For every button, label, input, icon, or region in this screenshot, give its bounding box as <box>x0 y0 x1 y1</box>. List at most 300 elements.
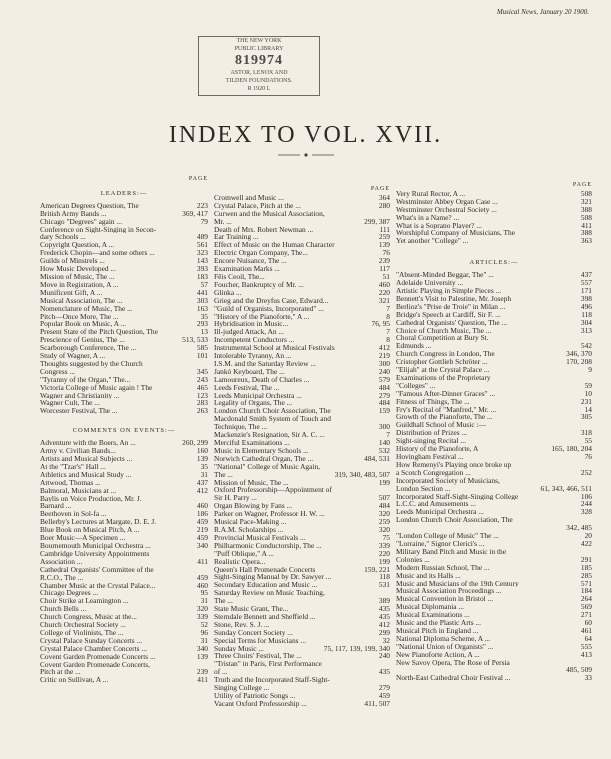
stamp-line-5: R 1920 L <box>247 86 271 92</box>
index-entry <box>396 222 592 230</box>
index-entry <box>40 407 208 415</box>
entry-title: Edmunds ... <box>396 342 432 351</box>
index-entry <box>214 447 390 455</box>
entry-title: Philharmonic Conductorship, The ... <box>214 541 322 550</box>
entry-page: 7 <box>386 431 390 439</box>
page-title: INDEX TO VOL. XVII. <box>168 122 443 148</box>
entry-page: 139 <box>196 455 208 463</box>
entry-title: Bournemouth Municipal Orchestra ... <box>40 541 151 550</box>
index-entry <box>396 674 592 682</box>
entry-title: College of Violinists, The ... <box>40 628 124 637</box>
entry-page: 159 <box>378 407 390 416</box>
entry-page: 412 <box>378 344 390 353</box>
entry-page <box>589 421 592 429</box>
index-entry <box>214 344 390 352</box>
entry-title: Frederick Chopin—and some others ... <box>40 249 155 258</box>
index-entry <box>396 198 592 206</box>
index-entry <box>396 635 592 643</box>
entry-title: Guildhall School of Music :— <box>396 421 486 430</box>
index-entry <box>40 273 208 281</box>
entry-page <box>589 461 592 469</box>
entry-page: 388 <box>580 205 592 214</box>
entry-title: Singing College ... <box>214 684 270 692</box>
index-entry <box>396 532 592 540</box>
index-entry <box>40 352 208 360</box>
entry-page: 33 <box>584 674 592 683</box>
entry-title: Congress ... <box>40 367 75 376</box>
index-entry <box>40 589 208 597</box>
header-note: Musical News, January 20 1900. <box>496 8 589 16</box>
entry-title: Realistic Opera... <box>214 557 266 566</box>
index-entry <box>40 550 208 558</box>
index-entry <box>214 597 390 605</box>
entry-page: 585 <box>196 344 208 353</box>
entry-title: Glinka ... <box>214 288 242 297</box>
index-entry <box>214 265 390 273</box>
index-entry <box>214 336 390 344</box>
entry-page: 435 <box>378 668 390 677</box>
entry-page <box>589 374 592 382</box>
index-entry <box>40 328 208 336</box>
entry-page: 321 <box>580 197 592 206</box>
entry-title: Musical Association Proceedings ... <box>396 587 502 596</box>
index-entry <box>396 611 592 619</box>
index-entry <box>40 542 208 550</box>
index-entry <box>214 360 390 368</box>
entry-page <box>387 486 390 494</box>
entry-page: 364 <box>378 193 390 202</box>
index-entry <box>40 289 208 297</box>
entry-page: 363 <box>580 237 592 246</box>
index-entry <box>214 613 390 621</box>
entry-page: 339 <box>378 541 390 550</box>
entry-title: Army v. Civilian Bands... <box>40 447 116 455</box>
entry-page: 413 <box>580 650 592 659</box>
index-entry <box>40 447 208 455</box>
entry-page: 459 <box>378 692 390 700</box>
index-entry <box>396 564 592 572</box>
entry-page: 571 <box>580 579 592 588</box>
entry-page: 283 <box>196 399 208 408</box>
entry-page: 411, 507 <box>364 699 390 708</box>
section-heading-leaders: LEADERS:— <box>100 189 148 197</box>
index-entry <box>396 619 592 627</box>
entry-page: 459 <box>196 534 208 542</box>
index-entry <box>40 471 208 479</box>
entry-page: 496 <box>580 302 592 311</box>
entry-title: Grieg and the Dreyfus Case, Edward... <box>214 296 329 305</box>
entry-title: Sight-singing Recital ... <box>396 437 467 446</box>
entry-title: Crystal Palace Chamber Concerts ... <box>40 644 147 653</box>
entry-page: 459 <box>196 573 208 582</box>
index-entry <box>214 534 390 542</box>
entry-title: London Church Choir Association, The <box>396 516 513 525</box>
library-stamp <box>198 36 320 96</box>
entry-title: Church Congress, Music at the... <box>40 613 137 622</box>
index-entry <box>214 510 390 518</box>
entry-title: Move in Registration, A ... <box>40 280 119 289</box>
entry-page <box>387 676 390 684</box>
entry-page: 260, 299 <box>182 439 208 448</box>
index-entry <box>396 303 592 311</box>
index-entry <box>396 461 592 469</box>
entry-title: Musical Convention in Bristol ... <box>396 595 494 604</box>
entry-title: Lamoureux, Death of Charles ... <box>214 375 310 384</box>
index-entry <box>214 376 390 384</box>
entry-title: State Music Grant, The... <box>214 605 289 613</box>
entry-title: New Pianoforte Action, A ... <box>396 650 480 659</box>
index-entry <box>214 352 390 360</box>
entry-title: I.S.M. and the Saturday Review ... <box>214 359 317 368</box>
entry-title: R.C.O., The ... <box>40 573 84 582</box>
index-entry <box>214 202 390 210</box>
entry-page: 507 <box>378 494 390 503</box>
entry-page: 342, 485 <box>566 524 592 533</box>
entry-title: Examinations of the Proprietary <box>396 373 491 382</box>
index-entry <box>40 637 208 645</box>
index-entry <box>40 336 208 344</box>
index-entry <box>40 305 208 313</box>
ornament-rule <box>278 152 334 158</box>
entry-page: 531 <box>378 581 390 590</box>
entry-page <box>589 516 592 524</box>
index-entry <box>40 360 208 368</box>
entry-title: Bellerby's Lectures at Margate, D. E. J. <box>40 518 157 527</box>
entry-title: Music and the Plastic Arts ... <box>396 619 481 627</box>
entry-page: 484 <box>378 399 390 408</box>
entry-page: 320 <box>378 510 390 519</box>
stamp-line-3: ASTOR, LENOX AND <box>230 70 288 76</box>
index-entry <box>40 202 208 210</box>
entry-title: Technique, The ... <box>214 423 268 432</box>
index-entry <box>396 627 592 635</box>
entry-page: 140 <box>378 439 390 447</box>
entry-page: 139 <box>378 241 390 250</box>
entry-page: 435 <box>378 605 390 613</box>
entry-title: "Colleges" ... <box>396 381 436 390</box>
index-entry <box>396 350 592 358</box>
entry-page: 31 <box>200 636 208 645</box>
index-entry <box>396 229 592 237</box>
entry-title: Musical Examinations ... <box>396 611 470 620</box>
entry-page: 111 <box>379 225 390 234</box>
entry-page: 320 <box>378 525 390 534</box>
entry-title: Worcester Festival, The ... <box>40 407 118 416</box>
index-entry <box>396 659 592 667</box>
index-entry <box>214 399 390 407</box>
entry-page <box>589 334 592 342</box>
entry-title: Chamber Music at the Crystal Palace... <box>40 581 156 590</box>
entry-page: 422 <box>580 539 592 548</box>
entry-page: 186 <box>196 510 208 519</box>
entry-page: 304 <box>580 318 592 327</box>
entry-page: 118 <box>379 573 390 582</box>
entry-page: 259 <box>378 233 390 242</box>
entry-title: Truth and the Incorporated Staff-Sight- <box>214 676 330 685</box>
entry-page: 14 <box>584 405 592 414</box>
index-entry <box>214 581 390 589</box>
index-entry <box>40 566 208 574</box>
entry-page: 75, 117, 139, 199, 340 <box>323 644 390 653</box>
index-entry <box>396 366 592 374</box>
index-entry <box>396 319 592 327</box>
entry-page: 485, 509 <box>566 666 592 675</box>
entry-page: 579 <box>378 375 390 384</box>
entry-title: Colonies ... <box>396 555 430 564</box>
entry-page: 412 <box>378 620 390 629</box>
index-entry <box>396 603 592 611</box>
index-entry <box>40 487 208 495</box>
index-entry <box>40 392 208 400</box>
entry-page: 319, 340, 483, 507 <box>334 470 390 479</box>
index-entry <box>396 556 592 564</box>
entry-title: History of the Pianoforte, A <box>396 445 479 453</box>
index-entry <box>40 463 208 471</box>
entry-page: 300 <box>378 423 390 432</box>
entry-page: 569 <box>580 603 592 612</box>
entry-page: 219 <box>378 352 390 360</box>
entry-title: Mission of Music, The ... <box>214 478 289 487</box>
index-entry <box>396 421 592 429</box>
entry-title: Examination Marks ... <box>214 265 280 273</box>
entry-page: 437 <box>580 271 592 280</box>
entry-page: 320 <box>196 605 208 614</box>
entry-title: Military Band Pitch and Music in the <box>396 547 507 556</box>
entry-page: 60 <box>584 619 592 627</box>
entry-title: Present State of the Pitch Question, The <box>40 328 158 337</box>
index-entry <box>214 281 390 289</box>
index-entry <box>396 237 592 245</box>
index-entry <box>214 566 390 574</box>
entry-page: 299 <box>378 628 390 637</box>
entry-page <box>589 477 592 485</box>
entry-title: Victoria College of Music again ! The <box>40 383 153 392</box>
index-entry <box>214 692 390 700</box>
entry-page: 239 <box>378 257 390 266</box>
entry-title: Ear Training ... <box>214 233 259 242</box>
entry-title: Saturday Review on Music Teaching, <box>214 589 325 598</box>
index-entry <box>396 666 592 674</box>
entry-title: "Elijah" at the Crystal Palace ... <box>396 366 490 374</box>
index-entry <box>214 558 390 566</box>
entry-page: 223 <box>196 201 208 210</box>
entry-title: Adventure with the Boers, An ... <box>40 439 136 448</box>
entry-title: Provincial Musical Festivals ... <box>214 533 306 542</box>
entry-page: 508 <box>580 213 592 222</box>
stamp-line-2: PUBLIC LIBRARY <box>234 46 284 52</box>
index-entry <box>40 613 208 621</box>
index-entry <box>396 214 592 222</box>
entry-title: Cambridge University Appointments <box>40 549 150 558</box>
entry-title: "Famous After-Dinner Graces" ... <box>396 389 496 398</box>
entry-page: 220 <box>378 288 390 297</box>
entry-title: Berlioz's "Prise de Troie" in Milan ... <box>396 302 506 311</box>
entry-title: Secondary Education and Music ... <box>214 581 318 590</box>
entry-title: Queen's Hall Promenade Concerts <box>214 565 316 574</box>
index-entry <box>214 439 390 447</box>
entry-page: 240 <box>378 652 390 661</box>
entry-title: Critic on Sullivan, A ... <box>40 676 109 685</box>
entry-page: 239 <box>196 668 208 677</box>
entry-title: "National" College of Music Again, <box>214 462 320 471</box>
entry-title: Pitch—Once More, The ... <box>40 312 119 321</box>
entry-title: Bennett's Visit to Palestine, Mr. Joseph <box>396 294 512 303</box>
entry-title: What's in a Name? ... <box>396 213 460 222</box>
entry-title: Modern Russian School, The ... <box>396 563 490 572</box>
index-entry <box>396 406 592 414</box>
index-entry <box>396 524 592 532</box>
entry-page: 59 <box>584 381 592 390</box>
entry-title: Beethoven in Sol-fa ... <box>40 510 107 519</box>
index-entry <box>396 279 592 287</box>
entry-page: 106 <box>580 492 592 501</box>
entry-title: Conference on Sight-Singing in Secon- <box>40 225 157 234</box>
entry-title: Prescience of Genius, The ... <box>40 336 125 345</box>
index-entry <box>396 587 592 595</box>
index-entry <box>214 415 390 423</box>
entry-title: The ... <box>214 470 233 479</box>
entry-page: 411 <box>581 221 592 230</box>
entry-page <box>387 589 390 597</box>
entry-page: 240 <box>378 367 390 376</box>
entry-title: Westminster Abbey Organ Case ... <box>396 197 498 206</box>
entry-page: 340 <box>196 541 208 550</box>
entry-title: Association ... <box>40 557 83 566</box>
index-entry <box>40 249 208 257</box>
entry-page: 20 <box>584 532 592 540</box>
entry-page: 318 <box>580 429 592 438</box>
index-entry <box>214 328 390 336</box>
index-entry <box>214 313 390 321</box>
entry-title: Baylis on Voice Production, Mr. J. <box>40 494 142 503</box>
index-entry <box>40 281 208 289</box>
entry-page: 75 <box>382 533 390 542</box>
entry-page: 165, 180, 204 <box>551 445 592 453</box>
entry-page: 461 <box>580 626 592 635</box>
page-column-label: PAGE <box>572 182 592 188</box>
entry-title: Instrumental School at Musical Festivals <box>214 344 335 353</box>
index-column-1 <box>40 176 208 684</box>
index-entry <box>40 320 208 328</box>
index-entry <box>214 463 390 471</box>
index-entry <box>40 344 208 352</box>
entry-title: Boer Music—A Specimen ... <box>40 534 126 542</box>
entry-title: Sir H. Parry ... <box>214 494 257 503</box>
entry-title: Guilds of Minstrels ... <box>40 257 105 266</box>
entry-title: Three Choirs' Festival, The ... <box>214 652 302 661</box>
entry-page: 299, 387 <box>364 217 390 226</box>
index-entry <box>40 621 208 629</box>
entry-page: 101 <box>196 352 208 360</box>
entry-title: Cathedral Organists' Committee of the <box>40 565 154 574</box>
entry-title: Choir Strike at Leamington ... <box>40 597 129 606</box>
entry-title: Leeds Municipal Orchestra ... <box>396 508 484 517</box>
entry-page: 79 <box>200 217 208 226</box>
entry-title: "Tyranny of the Organ," The... <box>40 375 131 384</box>
entry-page: 32 <box>382 636 390 645</box>
index-entry <box>40 534 208 542</box>
entry-title: American Degrees Question, The <box>40 201 139 210</box>
index-entry <box>396 580 592 588</box>
index-entry <box>40 510 208 518</box>
entry-title: Stone, Rev. S. J. ... <box>214 620 270 629</box>
index-entry <box>214 320 390 328</box>
entry-page <box>205 661 208 669</box>
entry-page: 139 <box>196 652 208 661</box>
index-entry <box>396 311 592 319</box>
entry-title: Incompetent Conductors ... <box>214 336 295 345</box>
index-entry <box>40 502 208 510</box>
index-column-3 <box>396 182 592 682</box>
entry-page: 57 <box>200 280 208 289</box>
entry-title: Legality of Organs, The ... <box>214 399 293 408</box>
entry-title: Chicago Degrees ... <box>40 589 99 598</box>
index-entry <box>214 486 390 494</box>
stamp-number: 819974 <box>235 53 283 68</box>
entry-page: 340 <box>196 644 208 653</box>
entry-title: Effect of Music on the Human Character <box>214 241 335 250</box>
entry-title: Blue Book on Musical Pitch, A ... <box>40 526 140 535</box>
index-entry <box>214 526 390 534</box>
index-entry <box>214 273 390 281</box>
entry-page <box>589 548 592 556</box>
page-column-label: PAGE <box>370 186 390 192</box>
index-entry <box>214 684 390 692</box>
index-column-2 <box>214 186 390 708</box>
entry-title: Growth of the Pianoforte, The ... <box>396 413 493 422</box>
entry-title: Mission of Music, The ... <box>40 272 115 281</box>
index-entry <box>40 518 208 526</box>
entry-title: Electric Organ Company, The... <box>214 249 308 258</box>
entry-title: Organ Blowing by Fans ... <box>214 502 293 511</box>
entry-title: Choral Competition at Bury St. <box>396 334 489 343</box>
page-column-label: PAGE <box>188 176 208 182</box>
entry-page: 263 <box>196 407 208 416</box>
entry-title: Music in Elementary Schools ... <box>214 446 309 455</box>
entry-page: 10 <box>584 389 592 398</box>
index-entry <box>40 479 208 487</box>
entry-title: Worshipful Company of Musicians, The <box>396 229 515 238</box>
entry-page: 542 <box>580 342 592 351</box>
entry-page: 52 <box>200 621 208 629</box>
entry-page: 219 <box>196 526 208 535</box>
entry-page: 231 <box>580 397 592 406</box>
entry-title: North-East Cathedral Choir Festival ... <box>396 674 511 683</box>
entry-title: Parker on Wagner, Professor H. W. ... <box>214 510 325 519</box>
entry-page: 489 <box>196 233 208 242</box>
entry-page: 293 <box>196 320 208 329</box>
index-entry <box>396 413 592 421</box>
entry-title: Musical Pitch in England ... <box>396 626 479 635</box>
entry-title: Death of Mrs. Robert Newman ... <box>214 225 314 234</box>
index-entry <box>396 429 592 437</box>
entry-page: 388 <box>580 229 592 238</box>
stamp-line-1: THE NEW YORK <box>236 38 282 44</box>
index-entry <box>214 218 390 226</box>
section-heading-comments: COMMENTS ON EVENTS:— <box>72 427 176 435</box>
entry-page: 76 <box>584 453 592 461</box>
index-entry <box>214 431 390 439</box>
entry-title: Balmoral, Musicians at ... <box>40 486 117 495</box>
entry-title: Church Orchestral Society ... <box>40 621 126 629</box>
index-entry <box>396 374 592 382</box>
entry-title: London Church Choir Association, The <box>214 407 331 416</box>
entry-page: 484 <box>378 502 390 511</box>
index-entry <box>40 629 208 637</box>
entry-page: 460 <box>196 502 208 511</box>
entry-page: 199 <box>378 478 390 487</box>
index-entry <box>214 502 390 510</box>
